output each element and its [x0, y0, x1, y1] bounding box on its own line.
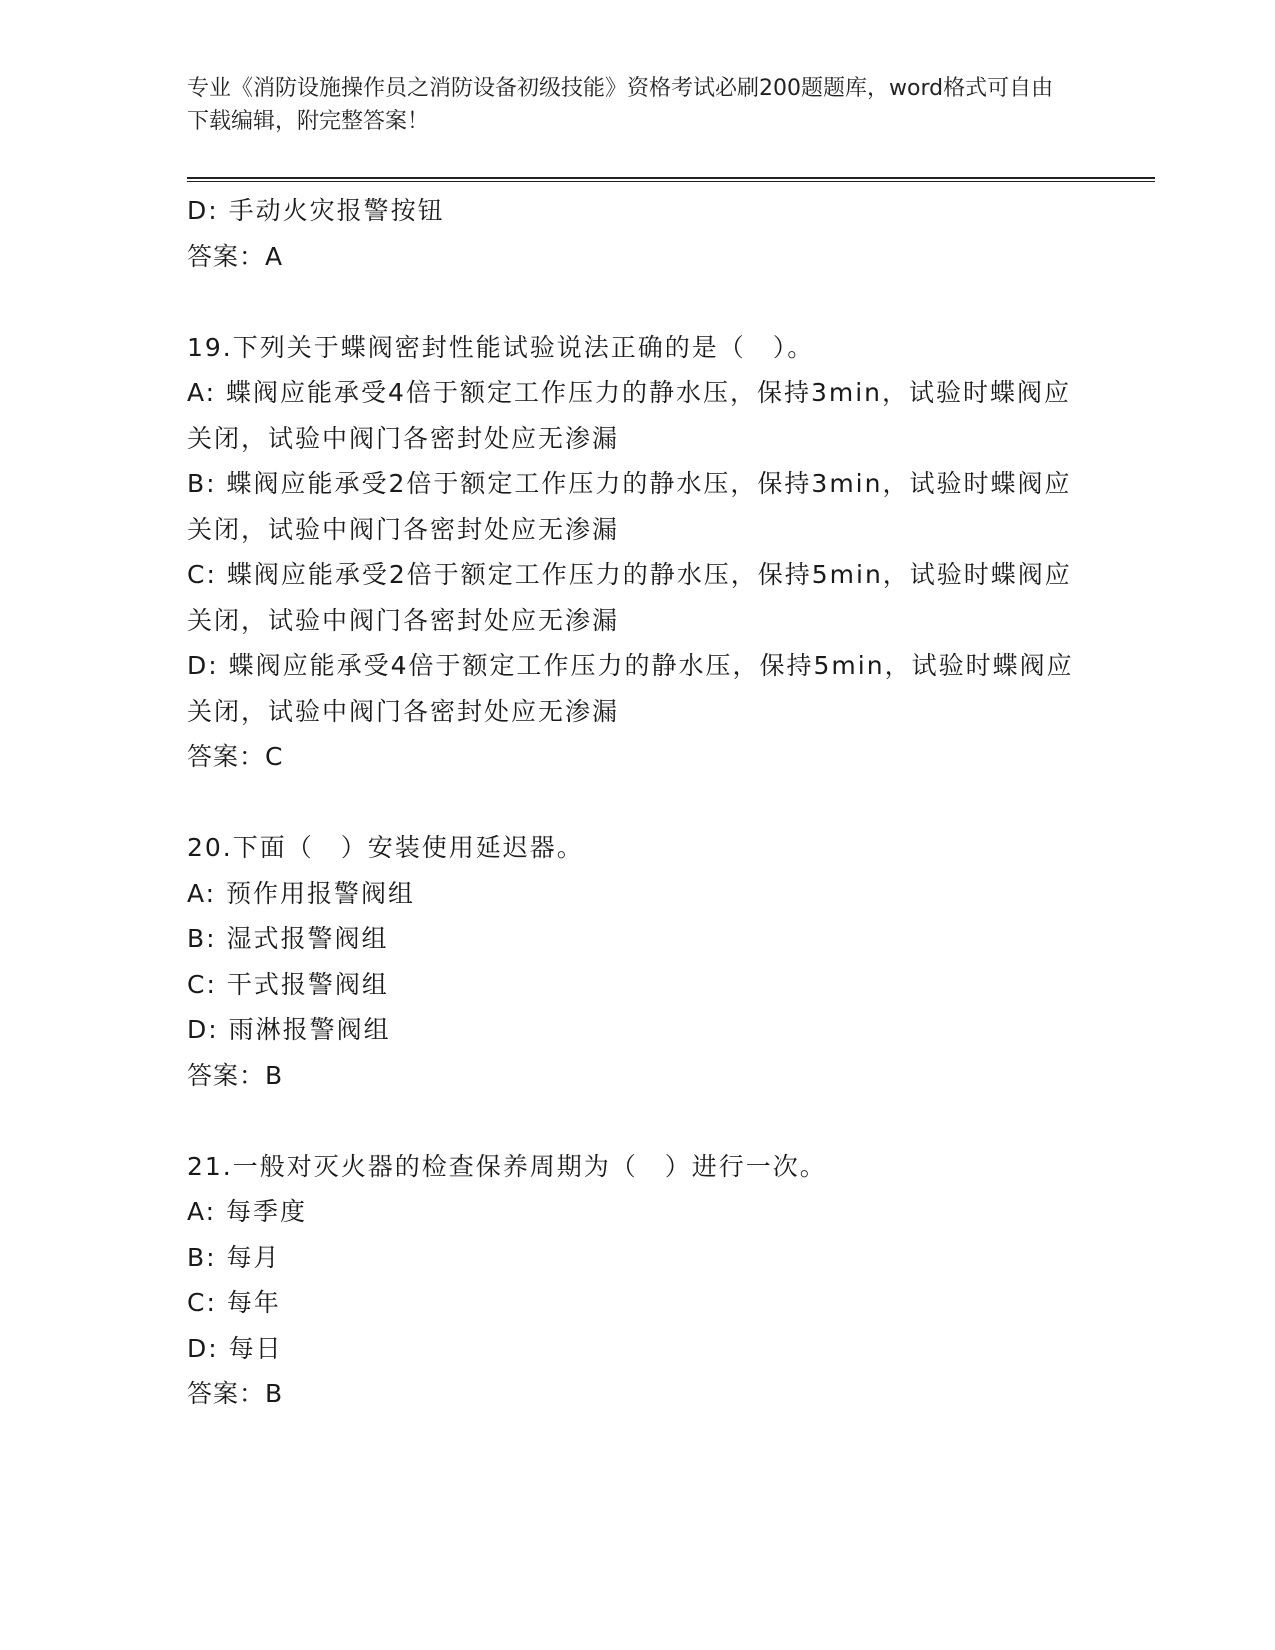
option-b: B: 湿式报警阀组 [187, 924, 389, 953]
question-stem: 20.下面（ ）安装使用延迟器。 [187, 833, 584, 862]
question-19 [187, 325, 1087, 780]
answer: 答案：B [187, 1379, 284, 1408]
question-21 [187, 1144, 1087, 1417]
option-c: C: 干式报警阀组 [187, 969, 389, 999]
document-body [187, 188, 1087, 1417]
option-d: D: 每日 [187, 1333, 283, 1363]
option-c: C: 蝶阀应能承受2倍于额定工作压力的静水压，保持5min，试验时蝶阀应关闭，试验中阀门各密封处应无渗漏 [187, 560, 1072, 635]
header-divider [187, 177, 1155, 182]
option-d: D: 手动火灾报警按钮 [187, 196, 445, 225]
document-header: 专业《消防设施操作员之消防设备初级技能》资格考试必刷200题题库，word格式可自由下载编辑，附完整答案！ [187, 76, 1054, 134]
option-a: A: 蝶阀应能承受4倍于额定工作压力的静水压，保持3min，试验时蝶阀应关闭，试验中阀门各密封处应无渗漏 [187, 378, 1071, 453]
option-b: B: 蝶阀应能承受2倍于额定工作压力的静水压，保持3min，试验时蝶阀应关闭，试验中阀门各密封处应无渗漏 [187, 469, 1072, 544]
question-20 [187, 825, 1087, 1098]
option-d: D: 雨淋报警阀组 [187, 1015, 391, 1044]
answer: 答案：C [187, 742, 284, 771]
option-a: A: 预作用报警阀组 [187, 878, 416, 908]
option-b: B: 每月 [187, 1242, 281, 1272]
question-stem: 21.一般对灭火器的检查保养周期为（ ）进行一次。 [187, 1151, 827, 1181]
option-a: A: 每季度 [187, 1197, 308, 1226]
question-stem: 19.下列关于蝶阀密封性能试验说法正确的是（ ）。 [187, 332, 815, 362]
option-d: D: 蝶阀应能承受4倍于额定工作压力的静水压，保持5min，试验时蝶阀应关闭，试验中阀门各密封处应无渗漏 [187, 651, 1074, 726]
answer: 答案：B [187, 1060, 284, 1090]
answer: 答案：A [187, 241, 284, 271]
option-c: C: 每年 [187, 1288, 281, 1317]
